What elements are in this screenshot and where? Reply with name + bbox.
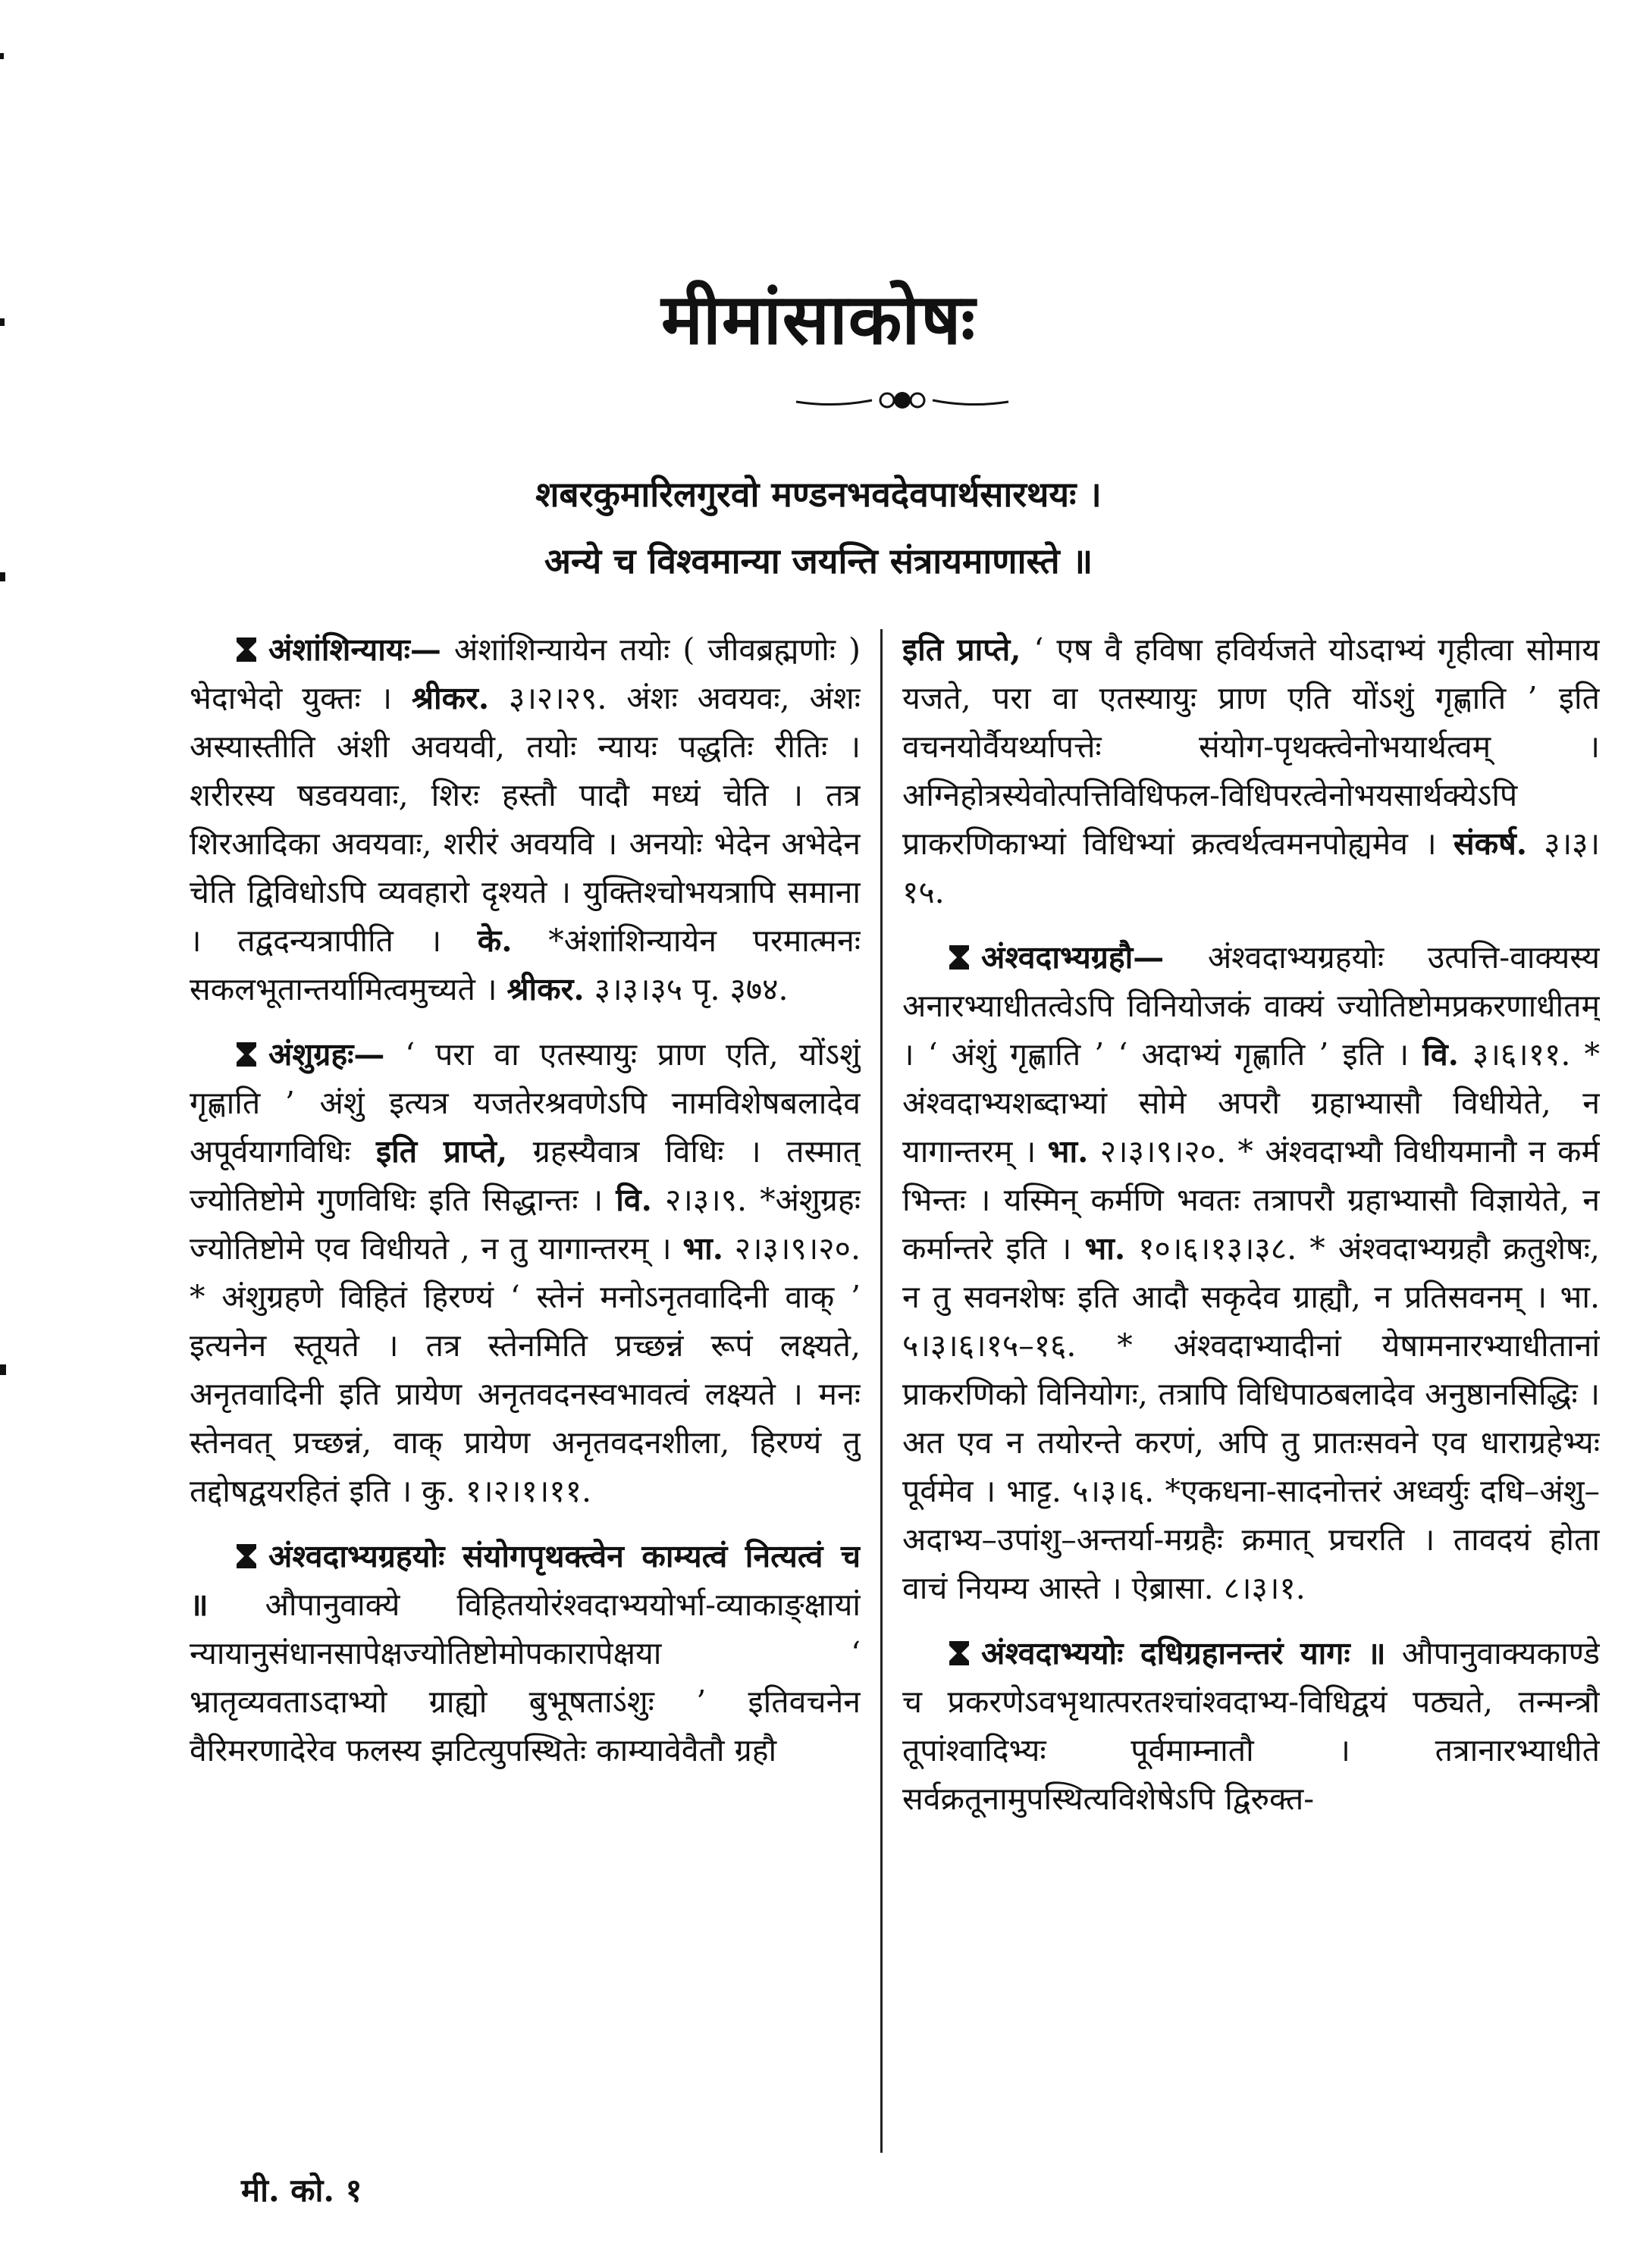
entry-headword: अंशुग्रहः— (268, 1036, 385, 1073)
entry-text: ३।३।३५ पृ. ३७४. (594, 971, 789, 1007)
citation-siglum: के. (477, 923, 513, 959)
citation-siglum: भा. (1084, 1230, 1126, 1267)
column-divider (880, 629, 883, 2153)
entry-headword: अंश्वदाभ्यग्रहौ— (981, 939, 1165, 976)
entry-text: औपानुवाक्यकाण्डे च प्रकरणेऽवभृथात्परतश्चांश्वदाभ्य-विधिद्वयं पठ्यते, तन्मन्त्रौ तूपांश्वादिभ्यः पूर्वमाम्नातौ । तत्रानारभ्याधीते सर्वक्रतूनामुपस्थित्यविशेषेऽपि द्विरुक्त- (902, 1635, 1600, 1817)
entry-continuation (902, 625, 1600, 916)
entry (190, 1030, 861, 1515)
entry (902, 1629, 1600, 1823)
entry-text: २।३।९।२०. * अंश्वदाभ्यौ विधीयमानौ न कर्म भिन्तः । यस्मिन् कर्मणि भवतः तत्रापरौ ग्रहाभ्यासौ विज्ञायेते, न कर्मान्तरे इति । (902, 1133, 1600, 1267)
entry-text: ३।३।१५. (902, 825, 1600, 910)
entry (190, 1532, 861, 1775)
entry-text: ग्रहस्यैवात्र विधिः । तस्मात् ज्योतिष्टोमे गुणविधिः इति सिद्धान्तः । (190, 1133, 861, 1218)
citation-siglum: श्रीकर. (411, 680, 490, 716)
entry-text: अंशांशिन्यायेन तयोः ( जीवब्रह्मणोः ) भेदाभेदो युक्तः । (190, 631, 861, 716)
left-column (190, 625, 861, 2157)
invocation-verse-line-1: शबरकुमारिलगुरवो मण्डनभवदेवपार्थसारथयः । (535, 474, 1102, 515)
entry-text: ३।२।२९. अंशः अवयवः, अंशः अस्यास्तीति अंशी अवयवी, तयोः न्यायः पद्धतिः रीतिः । शरीरस्य षडवयवाः, शिरः हस्तौ पादौ मध्यं चेति । तत्र शिरआदिका अवयवाः, शरीरं अवयवि । अनयोः भेदेन अभेदेन चेति द्विविधोऽपि व्यवहारो दृश्यते । युक्तिश्चोभयत्रापि समाना । तद्वदन्यत्रापीति । (190, 680, 861, 959)
entry-marker-icon (948, 1640, 971, 1667)
entry-marker-icon (235, 1543, 258, 1570)
citation-siglum: संकर्ष. (1453, 825, 1528, 862)
ornament-divider-icon (789, 385, 1016, 415)
entry-text: *अंशांशिन्यायेन परमात्मनः सकलभूतान्तर्यामित्वमुच्यते । (190, 923, 861, 1007)
entry-marker-icon (235, 1041, 258, 1068)
entry-headword: अंश्वदाभ्ययोः दधिग्रहानन्तरं यागः ॥ (981, 1635, 1386, 1671)
entry-text: अंश्वदाभ्यग्रहयोः उत्पत्ति-वाक्यस्य अनारभ्याधीतत्वेऽपि विनियोजकं वाक्यं ज्योतिष्टोमप्रकरणाधीतम् । ‘ अंशुं गृह्णाति ’ ‘ अदाभ्यं गृह्णाति ’ इति । (902, 939, 1600, 1073)
entry-marker-icon (948, 944, 971, 971)
entry-headword: अंशांशिन्यायः— (268, 631, 441, 668)
entry-text: औपानुवाक्ये विहितयोरंश्वदाभ्ययोर्भा-व्याकाङ्क्षायां न्यायानुसंधानसापेक्षज्योतिष्टोमोपकारापेक्षया ‘ भ्रातृव्यवताऽदाभ्यो ग्राह्यो बुभूषताऽंशुः ’ इतिवचनेन वैरिमरणादेरेव फलस्य झटित्युपस्थितेः काम्यावेवैतौ ग्रहौ (190, 1587, 861, 1768)
entry (190, 625, 861, 1013)
citation-siglum: वि. (616, 1182, 652, 1218)
right-column (902, 625, 1600, 2157)
page-footer-signature: मी. को. १ (241, 2172, 362, 2209)
entry-text: ‘ परा वा एतस्यायुः प्राण एति, योंऽशुं गृह्णाति ’ अंशुं इत्यत्र यजतेरश्रवणेऽपि नामविशेषबलादेव अपूर्वयागविधिः (190, 1036, 861, 1170)
entry-text: २।३।९. *अंशुग्रहः ज्योतिष्टोमे एव विधीयते , न तु यागान्तरम् । (190, 1182, 861, 1267)
page-title: मीमांसाकोषः (661, 278, 976, 360)
citation-siglum: इति प्राप्ते, (376, 1133, 508, 1170)
entry-text: २।३।९।२०. * अंशुग्रहणे विहितं हिरण्यं ‘ स्तेनं मनोऽनृतवादिनी वाक् ’ इत्यनेन स्तूयते । तत्र स्तेनमिति प्रच्छन्नं रूपं लक्ष्यते, अनृतवादिनी इति प्रायेण अनृतवदनस्वभावत्वं लक्ष्यते । मनः स्तेनवत् प्रच्छन्नं, वाक् प्रायेण अनृतवदनशीला, हिरण्यं तु तद्दोषद्वयरहितं इति । कु. १।२।१।११. (190, 1230, 861, 1509)
citation-siglum: भा. (1047, 1133, 1089, 1170)
entry-text: ३।६।११. * अंश्वदाभ्यशब्दाभ्यां सोमे अपरौ ग्रहाभ्यासौ विधीयेते, न यागान्तरम् । (902, 1036, 1600, 1170)
scan-edge-mark (0, 53, 4, 59)
citation-siglum: भा. (682, 1230, 724, 1267)
scan-edge-mark (0, 1364, 6, 1375)
invocation-verse-line-2: अन्ये च विश्वमान्या जयन्ति संत्रायमाणास्ते ॥ (544, 540, 1093, 581)
entry-text: ‘ एष वै हविषा हविर्यजते योऽदाभ्यं गृहीत्वा सोमाय यजते, परा वा एतस्यायुः प्राण एति योंऽशुं गृह्णाति ’ इति वचनयोर्वैयर्थ्यापत्तेः संयोग-पृथक्त्वेनोभयार्थत्वम् । अग्निहोत्रस्येवोत्पत्तिविधिफल-विधिपरत्वेनोभयसार्थक्येऽपि प्राकरणिकाभ्यां विधिभ्यां क्रत्वर्थत्वमनपोह्यमेव । (902, 631, 1600, 862)
entry-marker-icon (235, 636, 258, 663)
citation-siglum: वि. (1422, 1036, 1459, 1073)
entry (902, 933, 1600, 1612)
citation-siglum: श्रीकर. (506, 971, 585, 1007)
citation-siglum: इति प्राप्ते, (902, 631, 1021, 668)
entry-headword: अंश्वदाभ्यग्रहयोः संयोगपृथक्त्वेन काम्यत्वं नित्यत्वं च ॥ (190, 1538, 861, 1623)
entry-text: १०।६।१३।३८. * अंश्वदाभ्यग्रहौ क्रतुशेषः, न तु सवनशेषः इति आदौ सकृदेव ग्राह्यौ, न प्रतिसवनम् । भा. ५।३।६।१५–१६. * अंश्वदाभ्यादीनां येषामनारभ्याधीतानां प्राकरणिको विनियोगः, तत्रापि विधिपाठबलादेव अनुष्ठानसिद्धिः । अत एव न तयोरन्ते करणं, अपि तु प्रातःसवने एव धाराग्रहेभ्यः पूर्वमेव । भाट्ट. ५।३।६. *एकधना-सादनोत्तरं अध्वर्युः दधि–अंशु–अदाभ्य–उपांशु–अन्तर्या-मग्रहैः क्रमात् प्रचरति । तावदयं होता वाचं नियम्य आस्ते । ऐब्रासा. ८।३।१. (902, 1230, 1600, 1606)
